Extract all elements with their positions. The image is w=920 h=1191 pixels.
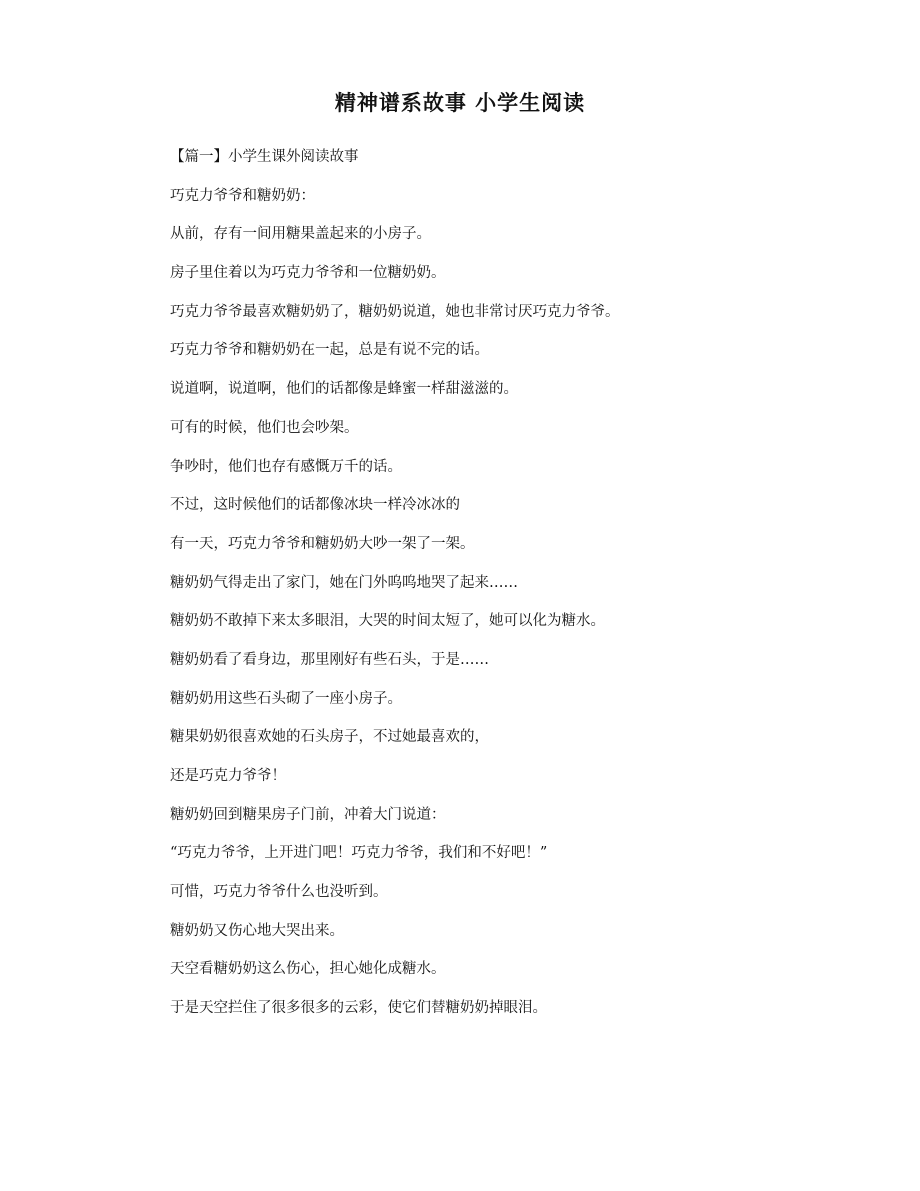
- paragraph: 有一天，巧克力爷爷和糖奶奶大吵一架了一架。: [170, 535, 475, 552]
- paragraph: 巧克力爷爷最喜欢糖奶奶了，糖奶奶说道，她也非常讨厌巧克力爷爷。: [170, 303, 620, 320]
- paragraph: 从前，存有一间用糖果盖起来的小房子。: [170, 226, 431, 243]
- story-body: [170, 138, 870, 1028]
- paragraph: 糖奶奶气得走出了家门，她在门外呜呜地哭了起来……: [170, 574, 518, 591]
- paragraph: 天空看糖奶奶这么伤心，担心她化成糖水。: [170, 961, 446, 978]
- paragraph: 可有的时候，他们也会吵架。: [170, 419, 359, 436]
- paragraph: 争吵时，他们也存有感慨万千的话。: [170, 458, 402, 475]
- paragraph: 说道啊，说道啊，他们的话都像是蜂蜜一样甜滋滋的。: [170, 381, 518, 398]
- paragraph: 房子里住着以为巧克力爷爷和一位糖奶奶。: [170, 265, 446, 282]
- paragraph: 糖奶奶看了看身边，那里刚好有些石头，于是……: [170, 651, 489, 668]
- paragraph: 不过，这时候他们的话都像冰块一样冷冰冰的: [170, 497, 460, 514]
- paragraph: 巧克力爷爷和糖奶奶在一起，总是有说不完的话。: [170, 342, 489, 359]
- paragraph: 于是天空拦住了很多很多的云彩，使它们替糖奶奶掉眼泪。: [170, 1000, 547, 1017]
- paragraph: 糖奶奶回到糖果房子门前，冲着大门说道：: [170, 806, 446, 823]
- paragraph: 可惜，巧克力爷爷什么也没听到。: [170, 884, 388, 901]
- paragraph: 糖果奶奶很喜欢她的石头房子，不过她最喜欢的，: [170, 729, 489, 746]
- paragraph: 糖奶奶不敢掉下来太多眼泪，大哭的时间太短了，她可以化为糖水。: [170, 613, 605, 630]
- page-title: 精神谱系故事 小学生阅读: [334, 91, 586, 115]
- paragraph: 糖奶奶用这些石头砌了一座小房子。: [170, 690, 402, 707]
- section-heading: 【篇一】小学生课外阅读故事: [170, 149, 359, 165]
- paragraph: 糖奶奶又伤心地大哭出来。: [170, 922, 344, 939]
- story-title: 巧克力爷爷和糖奶奶：: [170, 187, 315, 204]
- paragraph: 还是巧克力爷爷！: [170, 768, 286, 784]
- paragraph: “巧克力爷爷，上开进门吧！巧克力爷爷，我们和不好吧！”: [170, 845, 548, 862]
